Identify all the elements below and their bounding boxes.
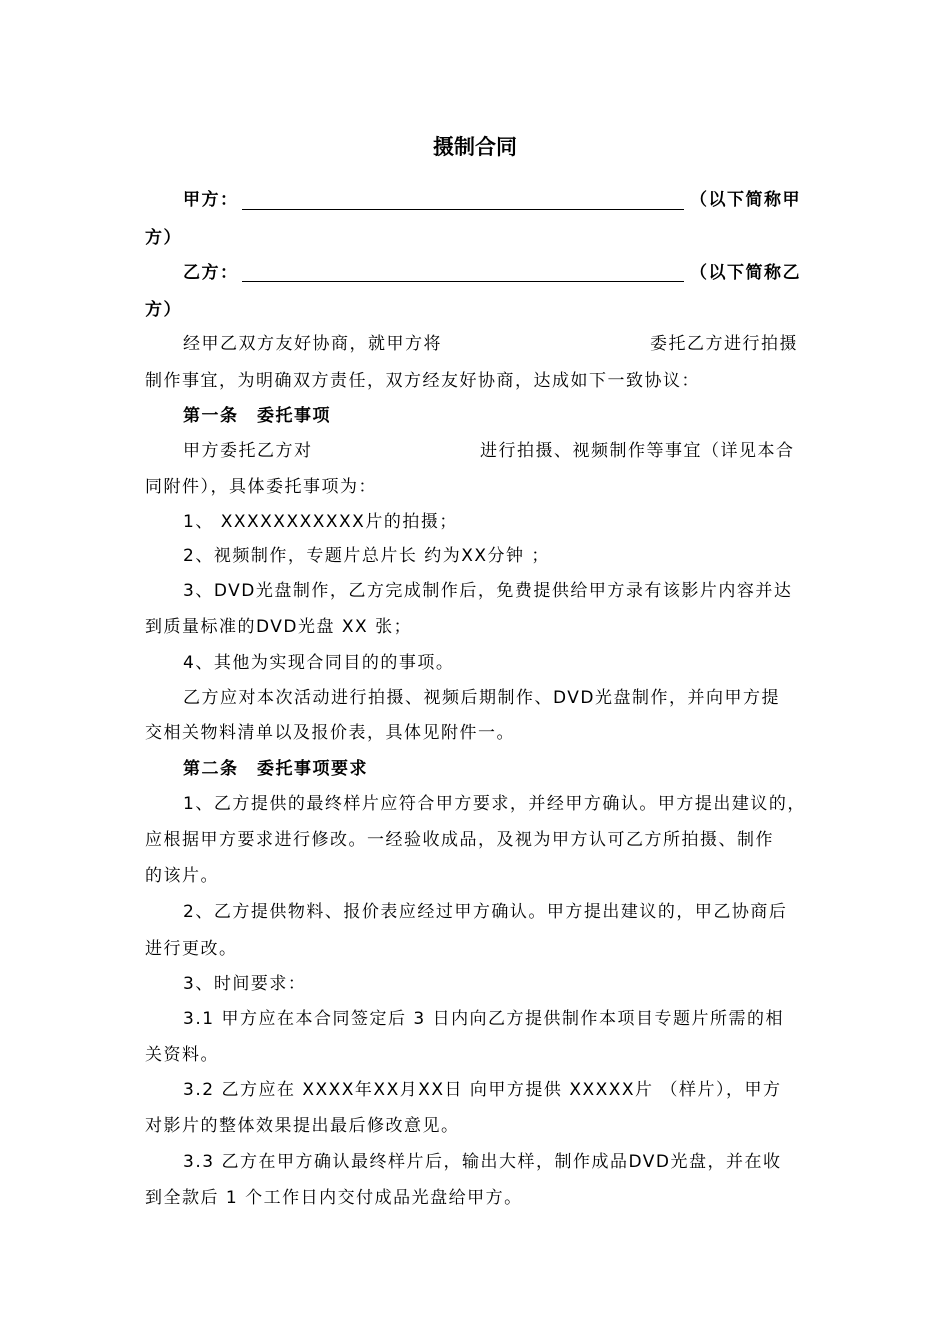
- article2-r1-line3: 的该片。: [145, 866, 219, 886]
- article1-heading: 第一条 委托事项: [183, 406, 331, 426]
- article2-r33-line2: 到全款后 1 个工作日内交付成品光盘给甲方。: [145, 1188, 523, 1208]
- article2-heading: 第二条 委托事项要求: [183, 759, 368, 779]
- party-a-label: 甲方：: [183, 190, 239, 210]
- party-a-suffix: （以下简称甲: [690, 190, 801, 210]
- article1-item3-line1: 3、DVD光盘制作，乙方完成制作后，免费提供给甲方录有该影片内容并达: [183, 581, 793, 601]
- party-b-blank-line: [242, 281, 684, 282]
- article2-r32-line1: 3.2 乙方应在 XXXX年XX月XX日 向甲方提供 XXXXX片 （样片），甲方: [183, 1080, 782, 1100]
- article2-r31-line2: 关资料。: [145, 1045, 219, 1065]
- article2-r3: 3、时间要求：: [183, 974, 307, 994]
- party-b-suffix: （以下简称乙: [690, 263, 801, 283]
- article2-r2-line2: 进行更改。: [145, 939, 238, 959]
- article2-r1-line1: 1、乙方提供的最终样片应符合甲方要求，并经甲方确认。甲方提出建议的，: [183, 794, 806, 814]
- article1-item1: 1、 XXXXXXXXXXX片的拍摄；: [183, 512, 458, 532]
- intro-line2: 制作事宜，为明确双方责任，双方经友好协商，达成如下一致协议：: [145, 371, 700, 391]
- article1-p1-part1: 甲方委托乙方对: [183, 441, 313, 461]
- party-b-continuation: 方）: [145, 300, 182, 320]
- party-b-label: 乙方：: [183, 263, 239, 283]
- intro-part2: 委托乙方进行拍摄: [650, 334, 798, 354]
- page-title: 摄制合同: [433, 134, 517, 159]
- article1-item4: 4、其他为实现合同目的的事项。: [183, 653, 455, 673]
- party-a-continuation: 方）: [145, 228, 182, 248]
- article1-item3-line2: 到质量标准的DVD光盘 XX 张；: [145, 617, 413, 637]
- article1-p1-part2: 进行拍摄、视频制作等事宜（详见本合: [480, 441, 795, 461]
- intro-part1: 经甲乙双方友好协商，就甲方将: [183, 334, 442, 354]
- article1-p2-line2: 交相关物料清单以及报价表，具体见附件一。: [145, 723, 515, 743]
- article2-r32-line2: 对影片的整体效果提出最后修改意见。: [145, 1116, 460, 1136]
- article1-p2-line1: 乙方应对本次活动进行拍摄、视频后期制作、DVD光盘制作，并向甲方提: [183, 688, 781, 708]
- article2-r1-line2: 应根据甲方要求进行修改。一经验收成品，及视为甲方认可乙方所拍摄、制作: [145, 830, 774, 850]
- article2-r33-line1: 3.3 乙方在甲方确认最终样片后，输出大样，制作成品DVD光盘，并在收: [183, 1152, 782, 1172]
- article1-p1-line2: 同附件），具体委托事项为：: [145, 477, 377, 497]
- party-a-blank-line: [242, 209, 684, 210]
- article2-r31-line1: 3.1 甲方应在本合同签定后 3 日内向乙方提供制作本项目专题片所需的相: [183, 1009, 785, 1029]
- article2-r2-line1: 2、乙方提供物料、报价表应经过甲方确认。甲方提出建议的，甲乙协商后: [183, 902, 788, 922]
- article1-item2: 2、视频制作，专题片总片长 约为XX分钟 ；: [183, 546, 550, 566]
